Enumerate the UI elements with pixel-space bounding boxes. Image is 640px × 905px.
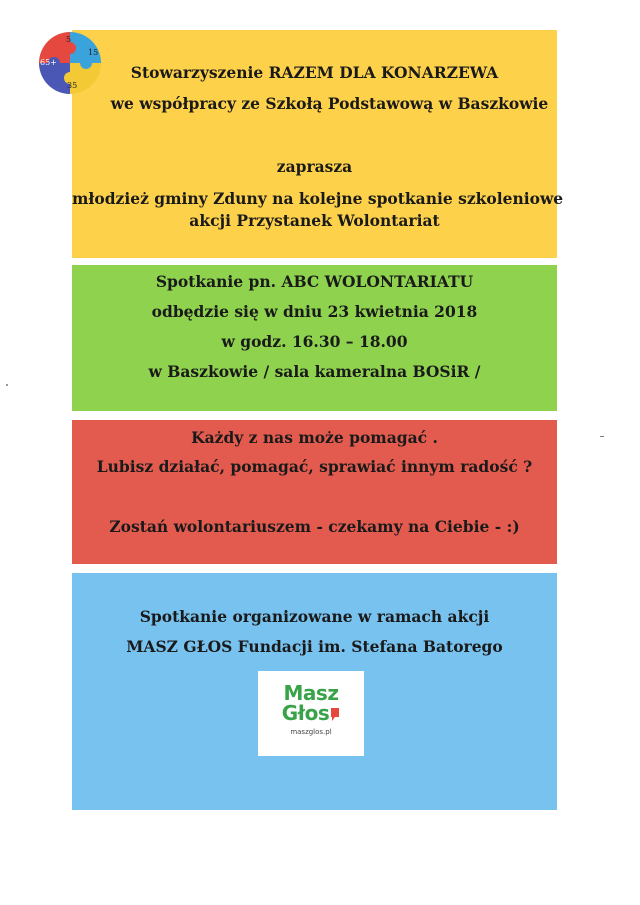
scan-speck (600, 436, 604, 437)
appeal-line-2: Lubisz działać, pomagać, sprawiać innym radość ? (96, 457, 533, 476)
association-name: Stowarzyszenie RAZEM DLA KONARZEWA (130, 63, 499, 82)
intro-box (72, 30, 564, 258)
event-date: odbędzie się w dniu 23 kwietnia 2018 (151, 302, 478, 321)
event-time: w godz. 16.30 – 18.00 (221, 332, 408, 351)
masz-glos-logo (258, 671, 364, 756)
event-location: w Baszkowie / sala kameralna BOSiR / (148, 362, 481, 381)
program-line: akcji Przystanek Wolontariat (189, 211, 440, 230)
logo-number-5: 5 (66, 35, 72, 44)
logo-number-35: 35 (67, 81, 78, 90)
logo-word-masz: Masz (283, 681, 339, 705)
logo-url: maszglos.pl (290, 728, 332, 736)
organizer-box (72, 573, 557, 810)
cooperation-line: we współpracy ze Szkołą Podstawową w Baszkowie (110, 94, 549, 113)
logo-number-65: 65+ (40, 58, 57, 67)
appeal-line-1: Każdy z nas może pomagać . (191, 428, 438, 447)
audience-line: młodzież gminy Zduny na kolejne spotkanie szkoleniowe (72, 189, 564, 208)
speech-bubble-icon (330, 707, 340, 723)
invites-word: zaprasza (276, 157, 353, 176)
puzzle-logo (30, 28, 110, 98)
scan-speck (6, 384, 8, 386)
appeal-box (72, 420, 557, 564)
logo-word-glos: Głos (281, 701, 330, 725)
event-box (72, 265, 557, 411)
event-title: Spotkanie pn. ABC WOLONTARIATU (155, 272, 474, 291)
organizer-line-2: MASZ GŁOS Fundacji im. Stefana Batorego (126, 637, 503, 656)
logo-number-15: 15 (88, 48, 99, 57)
organizer-line-1: Spotkanie organizowane w ramach akcji (139, 607, 490, 626)
appeal-line-3: Zostań wolontariuszem - czekamy na Ciebie - :) (109, 517, 520, 536)
